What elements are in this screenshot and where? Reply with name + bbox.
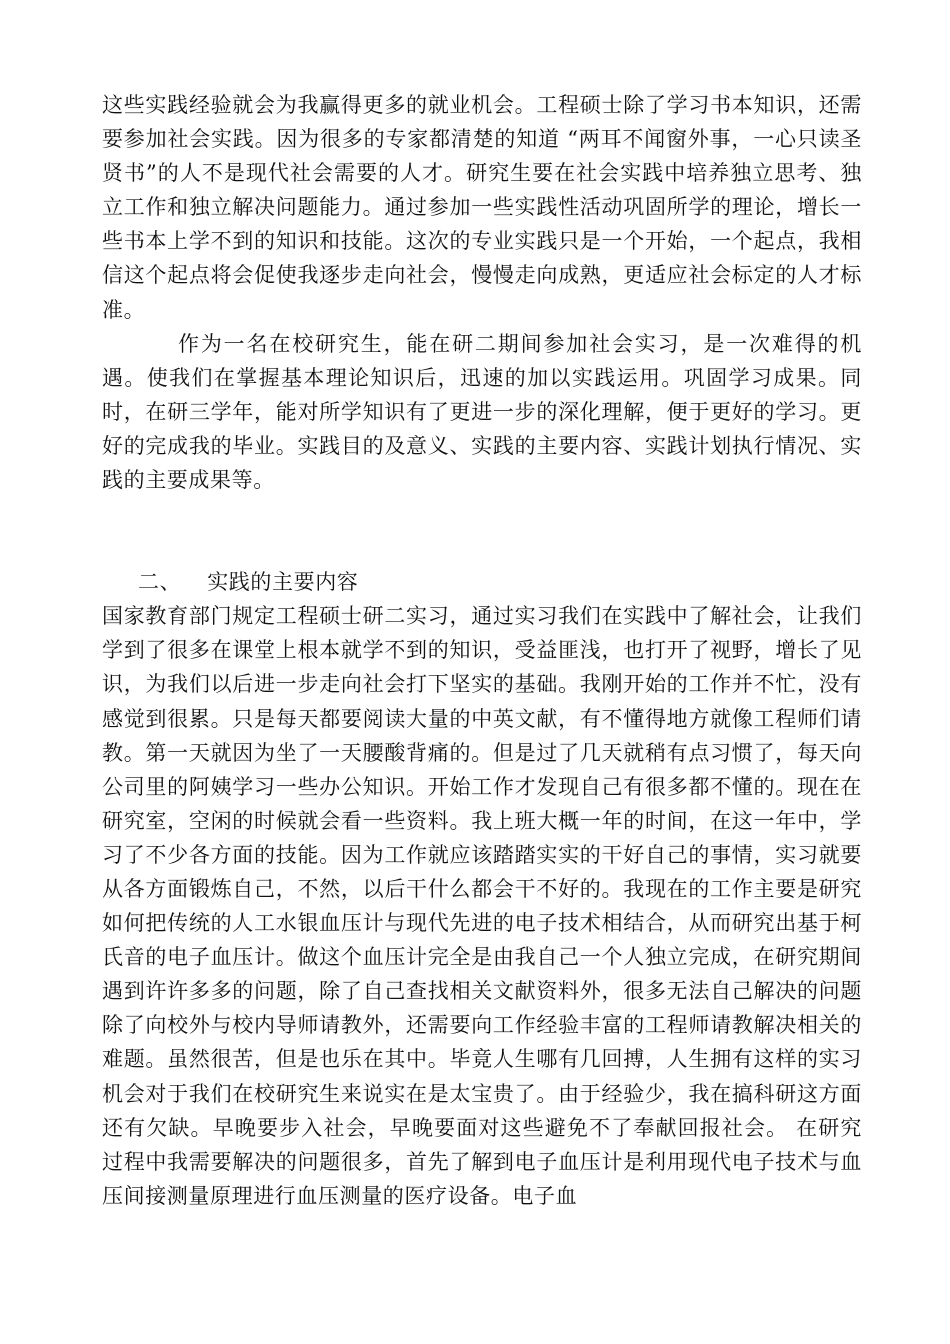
section-heading-number: 二、 xyxy=(138,570,182,595)
body-paragraph-1: 这些实践经验就会为我赢得更多的就业机会。工程硕士除了学习书本知识，还需要参加社会实践。因为很多的专家都清楚的知道 “两耳不闻窗外事，一心只读圣贤书”的人不是现代社会需要的人才。研究生要在社会实践中培养独立思考、独立工作和独立解决问题能力。通过参加一些实践性活动巩固所学的理论，增长一些书本上学不到的知识和技能。这次的专业实践只是一个开始，一个起点，我相信这个起点将会促使我逐步走向社会，慢慢走向成熟，更适应社会标定的人才标准。 xyxy=(102,93,862,322)
section-spacer xyxy=(102,497,862,565)
body-paragraph-3: 国家教育部门规定工程硕士研二实习，通过实习我们在实践中了解社会，让我们学到了很多在课堂上根本就学不到的知识，受益匪浅，也打开了视野，增长了见识，为我们以后进一步走向社会打下坚实的基础。我刚开始的工作并不忙，没有感觉到很累。只是每天都要阅读大量的中英文献，有不懂得地方就像工程师们请教。第一天就因为坐了一天腰酸背痛的。但是过了几天就稍有点习惯了，每天向公司里的阿姨学习一些办公知识。开始工作才发现自己有很多都不懂的。现在在研究室，空闲的时候就会看一些资料。我上班大概一年的时间，在这一年中，学习了不少各方面的技能。因为工作就应该踏踏实实的干好自己的事情，实习就要从各方面锻炼自己，不然，以后干什么都会干不好的。我现在的工作主要是研究如何把传统的人工水银血压计与现代先进的电子技术相结合，从而研究出基于柯氏音的电子血压计。做这个血压计完全是由我自己一个人独立完成，在研究期间遇到许许多多的问题，除了自己查找相关文献资料外，很多无法自己解决的问题除了向校外与校内导师请教外，还需要向工作经验丰富的工程师请教解决相关的难题。虽然很苦，但是也乐在其中。毕竟人生哪有几回搏，人生拥有这样的实习机会对于我们在校研究生来说实在是太宝贵了。由于经验少，我在搞科研这方面还有欠缺。早晚要步入社会，早晚要面对这些避免不了奉献回报社会。 在研究过程中我需要解决的问题很多，首先了解到电子血压计是利用现代电子技术与血压间接测量原理进行血压测量的医疗设备。电子血 xyxy=(102,604,862,1208)
section-heading xyxy=(102,565,862,599)
body-paragraph-2: 作为一名在校研究生，能在研二期间参加社会实习，是一次难得的机遇。使我们在掌握基本理论知识后，迅速的加以实践运用。巩固学习成果。同时，在研三学年，能对所学知识有了更进一步的深化理解，便于更好的学习。更好的完成我的毕业。实践目的及意义、实践的主要内容、实践计划执行情况、实践的主要成果等。 xyxy=(102,331,862,493)
section-heading-title: 实践的主要内容 xyxy=(207,570,359,595)
document-page xyxy=(102,88,862,1213)
